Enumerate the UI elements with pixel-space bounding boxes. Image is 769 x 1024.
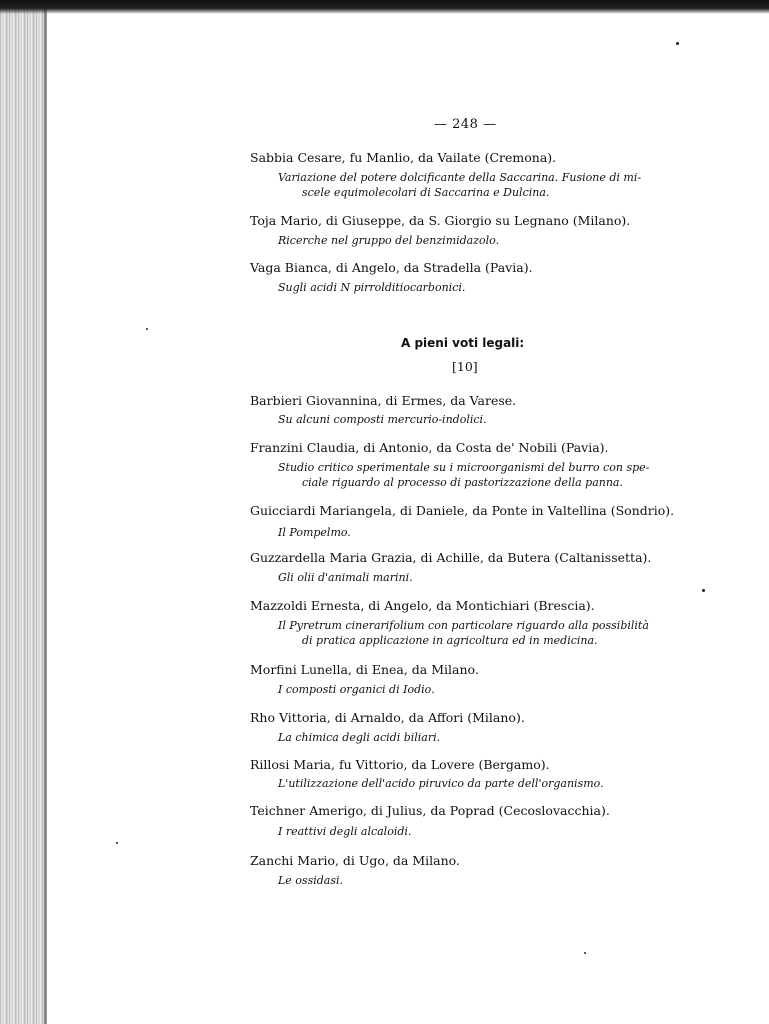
student-name: Rillosi Maria, fu Vittorio, da Lovere (Bergamo). — [250, 757, 550, 772]
student-name: Barbieri Giovannina, di Ermes, da Varese. — [250, 393, 517, 408]
thesis-title-continued: scele equimolecolari di Saccarina e Dulcina. — [302, 186, 550, 199]
scan-speck — [584, 952, 586, 954]
thesis-title-continued: ciale riguardo al processo di pastorizzazione della panna. — [302, 476, 623, 489]
student-name: Guzzardella Maria Grazia, di Achille, da Butera (Caltanissetta). — [250, 550, 652, 565]
student-name: Mazzoldi Ernesta, di Angelo, da Montichiari (Brescia). — [250, 598, 595, 613]
student-name: Franzini Claudia, di Antonio, da Costa de' Nobili (Pavia). — [250, 440, 609, 455]
student-name: Morfini Lunella, di Enea, da Milano. — [250, 662, 479, 677]
thesis-title: Il Pyretrum cinerarifolium con particolare riguardo alla possibilità — [278, 619, 649, 632]
student-name: Toja Mario, di Giuseppe, da S. Giorgio su Legnano (Milano). — [250, 213, 631, 228]
student-name: Sabbia Cesare, fu Manlio, da Vailate (Cremona). — [250, 150, 557, 165]
scan-speck — [146, 328, 148, 330]
scan-top-border — [0, 0, 769, 14]
thesis-title: Variazione del potere dolcificante della Saccarina. Fusione di mi- — [278, 171, 642, 184]
thesis-title: Sugli acidi N pirrolditiocarbonici. — [278, 281, 466, 294]
thesis-title: Su alcuni composti mercurio-indolici. — [278, 413, 487, 426]
section-heading: A pieni voti legali: — [401, 336, 525, 350]
student-name: Teichner Amerigo, di Julius, da Poprad (Cecoslovacchia). — [250, 803, 610, 818]
scan-speck — [676, 42, 679, 45]
thesis-title: Le ossidasi. — [278, 874, 344, 887]
student-name: Zanchi Mario, di Ugo, da Milano. — [250, 853, 460, 868]
student-name: Vaga Bianca, di Angelo, da Stradella (Pavia). — [250, 260, 533, 275]
thesis-title: I reattivi degli alcaloidi. — [278, 825, 412, 838]
scan-speck — [702, 589, 705, 592]
thesis-title: L'utilizzazione dell'acido piruvico da parte dell'organismo. — [278, 777, 604, 790]
binding-edge — [44, 0, 47, 1024]
page-number: — 248 — — [434, 117, 497, 132]
student-name: Rho Vittoria, di Arnaldo, da Affori (Milano). — [250, 710, 525, 725]
thesis-title: Ricerche nel gruppo del benzimidazolo. — [278, 234, 500, 247]
thesis-title-continued: di pratica applicazione in agricoltura ed in medicina. — [302, 634, 598, 647]
thesis-title: La chimica degli acidi biliari. — [278, 731, 441, 744]
thesis-title: Il Pompelmo. — [278, 526, 351, 539]
student-name: Guicciardi Mariangela, di Daniele, da Ponte in Valtellina (Sondrio). — [250, 503, 675, 518]
scan-speck — [116, 842, 118, 844]
thesis-title: Gli olii d'animali marini. — [278, 571, 413, 584]
section-count: [10] — [452, 359, 478, 374]
thesis-title: Studio critico sperimentale su i microorganismi del burro con spe- — [278, 461, 650, 474]
thesis-title: I composti organici di Iodio. — [278, 683, 435, 696]
book-binding-shadow — [0, 0, 46, 1024]
